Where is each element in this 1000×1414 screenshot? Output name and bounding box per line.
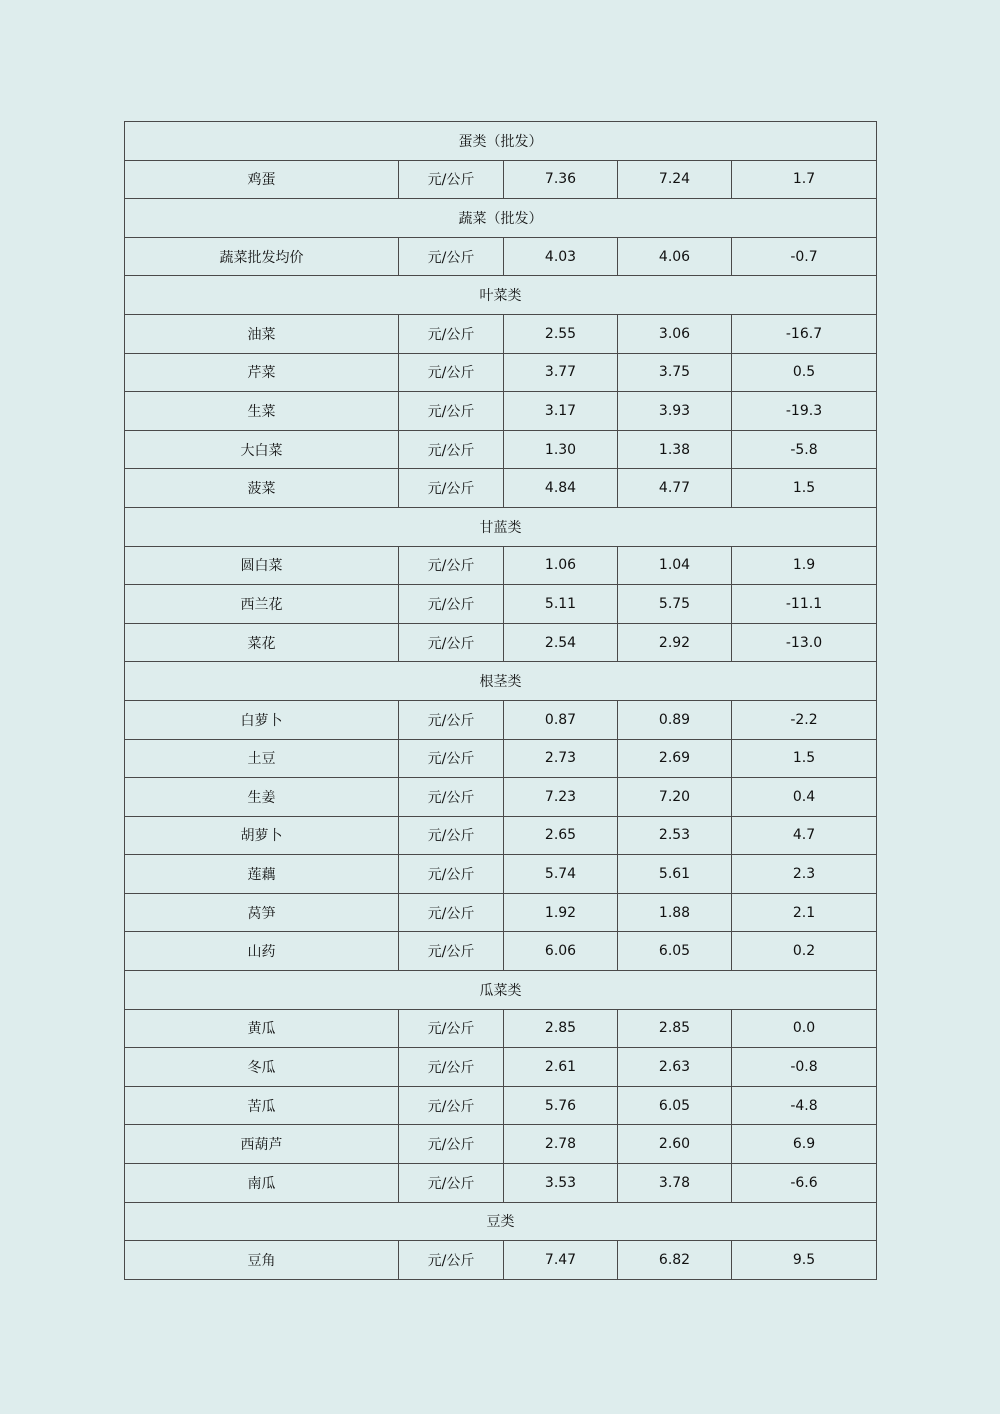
change-percent-cell: 0.4 [732, 778, 877, 817]
current-price-cell: 2.54 [504, 623, 618, 662]
table-row [125, 160, 877, 199]
current-price-cell: 3.53 [504, 1164, 618, 1203]
unit-cell: 元/公斤 [399, 469, 504, 508]
change-percent-cell: 1.5 [732, 469, 877, 508]
item-name-cell: 胡萝卜 [125, 816, 399, 855]
current-price-cell: 5.76 [504, 1086, 618, 1125]
item-name-cell: 豆角 [125, 1241, 399, 1280]
current-price-cell: 4.84 [504, 469, 618, 508]
table-row [125, 353, 877, 392]
current-price-cell: 0.87 [504, 700, 618, 739]
section-title: 瓜菜类 [125, 971, 877, 1010]
previous-price-cell: 3.75 [618, 353, 732, 392]
item-name-cell: 西兰花 [125, 585, 399, 624]
table-row [125, 1164, 877, 1203]
table-row [125, 623, 877, 662]
table-row [125, 546, 877, 585]
current-price-cell: 6.06 [504, 932, 618, 971]
section-title: 蔬菜（批发） [125, 199, 877, 238]
section-header-row [125, 971, 877, 1010]
change-percent-cell: -0.8 [732, 1048, 877, 1087]
unit-cell: 元/公斤 [399, 546, 504, 585]
section-header-row [125, 1202, 877, 1241]
current-price-cell: 2.85 [504, 1009, 618, 1048]
table-row [125, 700, 877, 739]
unit-cell: 元/公斤 [399, 314, 504, 353]
previous-price-cell: 3.93 [618, 392, 732, 431]
previous-price-cell: 7.20 [618, 778, 732, 817]
previous-price-cell: 1.88 [618, 893, 732, 932]
section-title: 根茎类 [125, 662, 877, 701]
item-name-cell: 生姜 [125, 778, 399, 817]
change-percent-cell: 9.5 [732, 1241, 877, 1280]
current-price-cell: 1.92 [504, 893, 618, 932]
item-name-cell: 山药 [125, 932, 399, 971]
current-price-cell: 7.36 [504, 160, 618, 199]
previous-price-cell: 2.92 [618, 623, 732, 662]
previous-price-cell: 2.63 [618, 1048, 732, 1087]
previous-price-cell: 2.69 [618, 739, 732, 778]
unit-cell: 元/公斤 [399, 739, 504, 778]
change-percent-cell: -0.7 [732, 237, 877, 276]
item-name-cell: 圆白菜 [125, 546, 399, 585]
change-percent-cell: -13.0 [732, 623, 877, 662]
table-row [125, 739, 877, 778]
previous-price-cell: 3.78 [618, 1164, 732, 1203]
current-price-cell: 3.17 [504, 392, 618, 431]
table-row [125, 585, 877, 624]
table-row [125, 430, 877, 469]
current-price-cell: 2.73 [504, 739, 618, 778]
unit-cell: 元/公斤 [399, 855, 504, 894]
table-row [125, 1125, 877, 1164]
unit-cell: 元/公斤 [399, 816, 504, 855]
unit-cell: 元/公斤 [399, 778, 504, 817]
table-row [125, 1241, 877, 1280]
current-price-cell: 2.61 [504, 1048, 618, 1087]
previous-price-cell: 4.06 [618, 237, 732, 276]
change-percent-cell: -5.8 [732, 430, 877, 469]
unit-cell: 元/公斤 [399, 237, 504, 276]
current-price-cell: 4.03 [504, 237, 618, 276]
item-name-cell: 莴笋 [125, 893, 399, 932]
previous-price-cell: 5.61 [618, 855, 732, 894]
previous-price-cell: 1.38 [618, 430, 732, 469]
unit-cell: 元/公斤 [399, 1086, 504, 1125]
current-price-cell: 2.65 [504, 816, 618, 855]
change-percent-cell: 0.2 [732, 932, 877, 971]
previous-price-cell: 2.53 [618, 816, 732, 855]
previous-price-cell: 2.85 [618, 1009, 732, 1048]
unit-cell: 元/公斤 [399, 585, 504, 624]
table-row [125, 392, 877, 431]
change-percent-cell: -19.3 [732, 392, 877, 431]
current-price-cell: 5.11 [504, 585, 618, 624]
current-price-cell: 1.06 [504, 546, 618, 585]
table-row [125, 314, 877, 353]
item-name-cell: 冬瓜 [125, 1048, 399, 1087]
change-percent-cell: -4.8 [732, 1086, 877, 1125]
previous-price-cell: 1.04 [618, 546, 732, 585]
current-price-cell: 3.77 [504, 353, 618, 392]
change-percent-cell: 4.7 [732, 816, 877, 855]
unit-cell: 元/公斤 [399, 1241, 504, 1280]
current-price-cell: 7.23 [504, 778, 618, 817]
item-name-cell: 菠菜 [125, 469, 399, 508]
unit-cell: 元/公斤 [399, 893, 504, 932]
table-row [125, 1009, 877, 1048]
unit-cell: 元/公斤 [399, 932, 504, 971]
section-title: 叶菜类 [125, 276, 877, 315]
section-header-row [125, 122, 877, 161]
unit-cell: 元/公斤 [399, 700, 504, 739]
previous-price-cell: 6.82 [618, 1241, 732, 1280]
previous-price-cell: 6.05 [618, 1086, 732, 1125]
unit-cell: 元/公斤 [399, 353, 504, 392]
previous-price-cell: 2.60 [618, 1125, 732, 1164]
item-name-cell: 苦瓜 [125, 1086, 399, 1125]
change-percent-cell: -6.6 [732, 1164, 877, 1203]
item-name-cell: 菜花 [125, 623, 399, 662]
unit-cell: 元/公斤 [399, 1125, 504, 1164]
current-price-cell: 2.55 [504, 314, 618, 353]
change-percent-cell: 0.5 [732, 353, 877, 392]
change-percent-cell: -16.7 [732, 314, 877, 353]
change-percent-cell: -11.1 [732, 585, 877, 624]
table-row [125, 778, 877, 817]
unit-cell: 元/公斤 [399, 430, 504, 469]
change-percent-cell: 2.1 [732, 893, 877, 932]
price-table-body [125, 122, 877, 1280]
section-title: 甘蓝类 [125, 507, 877, 546]
item-name-cell: 黄瓜 [125, 1009, 399, 1048]
unit-cell: 元/公斤 [399, 1164, 504, 1203]
item-name-cell: 南瓜 [125, 1164, 399, 1203]
unit-cell: 元/公斤 [399, 392, 504, 431]
change-percent-cell: 6.9 [732, 1125, 877, 1164]
unit-cell: 元/公斤 [399, 1009, 504, 1048]
price-table [124, 121, 877, 1280]
item-name-cell: 生菜 [125, 392, 399, 431]
previous-price-cell: 3.06 [618, 314, 732, 353]
item-name-cell: 油菜 [125, 314, 399, 353]
section-header-row [125, 199, 877, 238]
section-header-row [125, 662, 877, 701]
change-percent-cell: -2.2 [732, 700, 877, 739]
item-name-cell: 蔬菜批发均价 [125, 237, 399, 276]
item-name-cell: 大白菜 [125, 430, 399, 469]
table-row [125, 237, 877, 276]
unit-cell: 元/公斤 [399, 160, 504, 199]
previous-price-cell: 6.05 [618, 932, 732, 971]
table-row [125, 893, 877, 932]
item-name-cell: 莲藕 [125, 855, 399, 894]
unit-cell: 元/公斤 [399, 623, 504, 662]
change-percent-cell: 2.3 [732, 855, 877, 894]
current-price-cell: 2.78 [504, 1125, 618, 1164]
item-name-cell: 西葫芦 [125, 1125, 399, 1164]
item-name-cell: 土豆 [125, 739, 399, 778]
current-price-cell: 5.74 [504, 855, 618, 894]
previous-price-cell: 7.24 [618, 160, 732, 199]
previous-price-cell: 0.89 [618, 700, 732, 739]
section-title: 蛋类（批发） [125, 122, 877, 161]
current-price-cell: 7.47 [504, 1241, 618, 1280]
unit-cell: 元/公斤 [399, 1048, 504, 1087]
table-row [125, 1048, 877, 1087]
current-price-cell: 1.30 [504, 430, 618, 469]
table-row [125, 1086, 877, 1125]
section-header-row [125, 507, 877, 546]
item-name-cell: 白萝卜 [125, 700, 399, 739]
previous-price-cell: 5.75 [618, 585, 732, 624]
change-percent-cell: 1.7 [732, 160, 877, 199]
table-row [125, 469, 877, 508]
table-row [125, 855, 877, 894]
item-name-cell: 鸡蛋 [125, 160, 399, 199]
table-row [125, 816, 877, 855]
section-title: 豆类 [125, 1202, 877, 1241]
item-name-cell: 芹菜 [125, 353, 399, 392]
change-percent-cell: 1.9 [732, 546, 877, 585]
change-percent-cell: 1.5 [732, 739, 877, 778]
previous-price-cell: 4.77 [618, 469, 732, 508]
change-percent-cell: 0.0 [732, 1009, 877, 1048]
table-row [125, 932, 877, 971]
section-header-row [125, 276, 877, 315]
